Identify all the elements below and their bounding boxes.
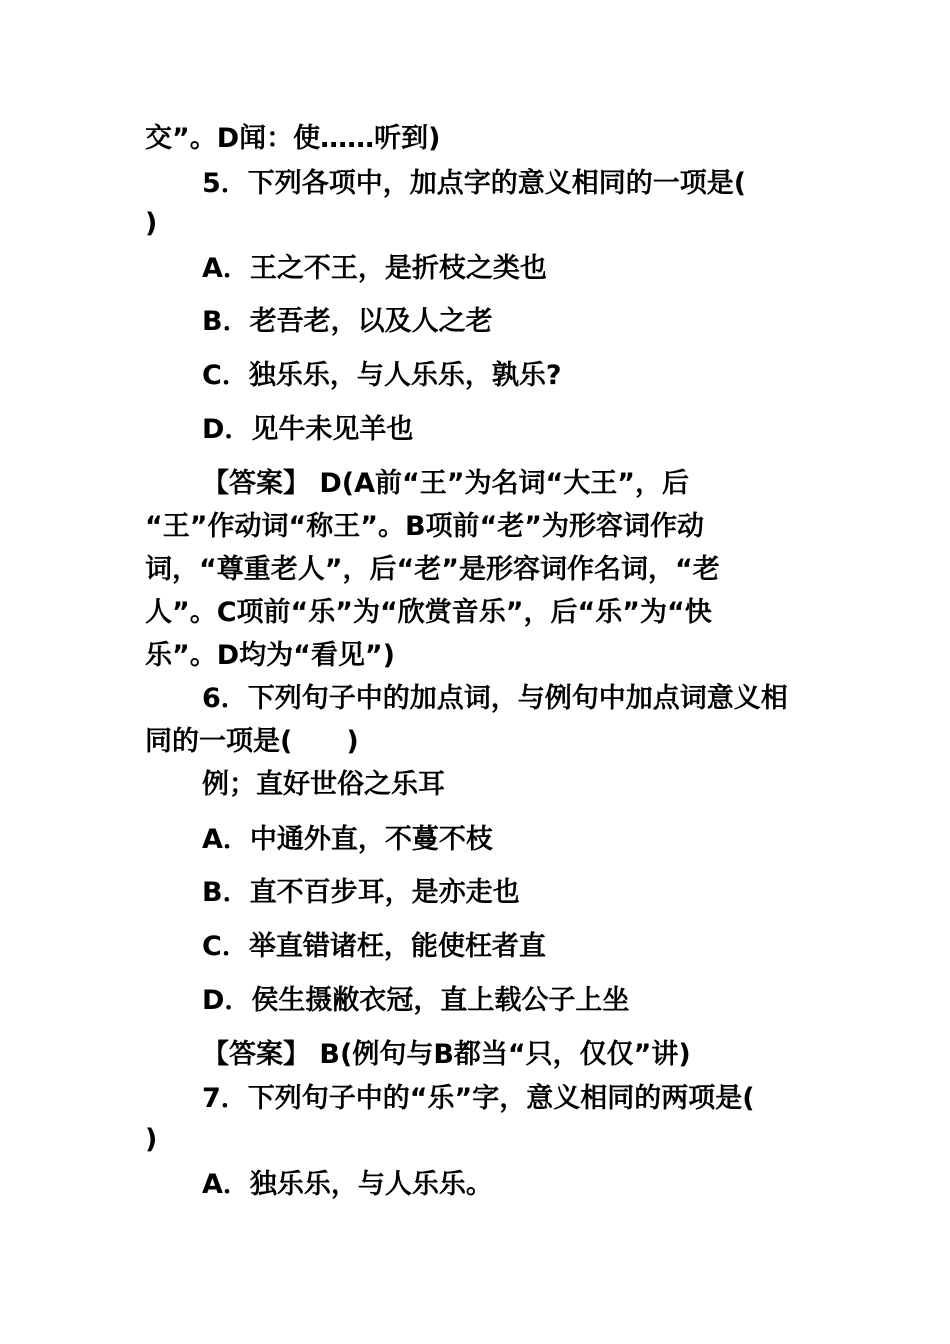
question-5-stem: 5．下列各项中，加点字的意义相同的一项是( [202,168,747,199]
answer-5-line-4: 人”。C项前“乐”为“欣赏音乐”，后“乐”为“快 [145,597,712,628]
question-5-close-paren: ) [145,208,158,239]
question-7-option-a: A．独乐乐，与人乐乐。 [202,1169,493,1200]
answer-6: 【答案】 B(例句与B都当“只，仅仅”讲) [202,1039,691,1070]
question-6-option-d: D．侯生摄敝衣冠，直上载公子上坐 [202,985,630,1016]
question-5-option-c: C．独乐乐，与人乐乐，孰乐? [202,360,562,391]
question-6-option-c: C．举直错诸枉，能使枉者直 [202,931,546,962]
question-7-stem: 7．下列句子中的“乐”字，意义相同的两项是( [202,1083,755,1114]
question-5-option-d: D．见牛未见羊也 [202,414,414,445]
answer-5-line-2: “王”作动词“称王”。B项前“老”为形容词作动 [145,511,705,542]
answer-5-line-1: 【答案】 D(A前“王”为名词“大王”，后 [202,468,690,499]
answer-5-line-3: 词，“尊重老人”，后“老”是形容词作名词，“老 [145,554,720,585]
question-6-stem-cont: 同的一项是( ) [145,726,359,757]
question-6-option-b: B．直不百步耳，是亦走也 [202,877,520,908]
answer-5-line-5: 乐”。D均为“看见”) [145,640,395,671]
question-7-close-paren: ) [145,1124,158,1155]
question-6-example: 例；直好世俗之乐耳 [202,769,445,800]
text-line: 交”。D闻：使……听到) [145,123,441,154]
question-6-option-a: A．中通外直，不蔓不枝 [202,824,493,855]
question-5-option-a: A．王之不王，是折枝之类也 [202,253,547,284]
question-5-option-b: B．老吾老，以及人之老 [202,306,493,337]
question-6-stem: 6．下列句子中的加点词，与例句中加点词意义相 [202,683,788,714]
